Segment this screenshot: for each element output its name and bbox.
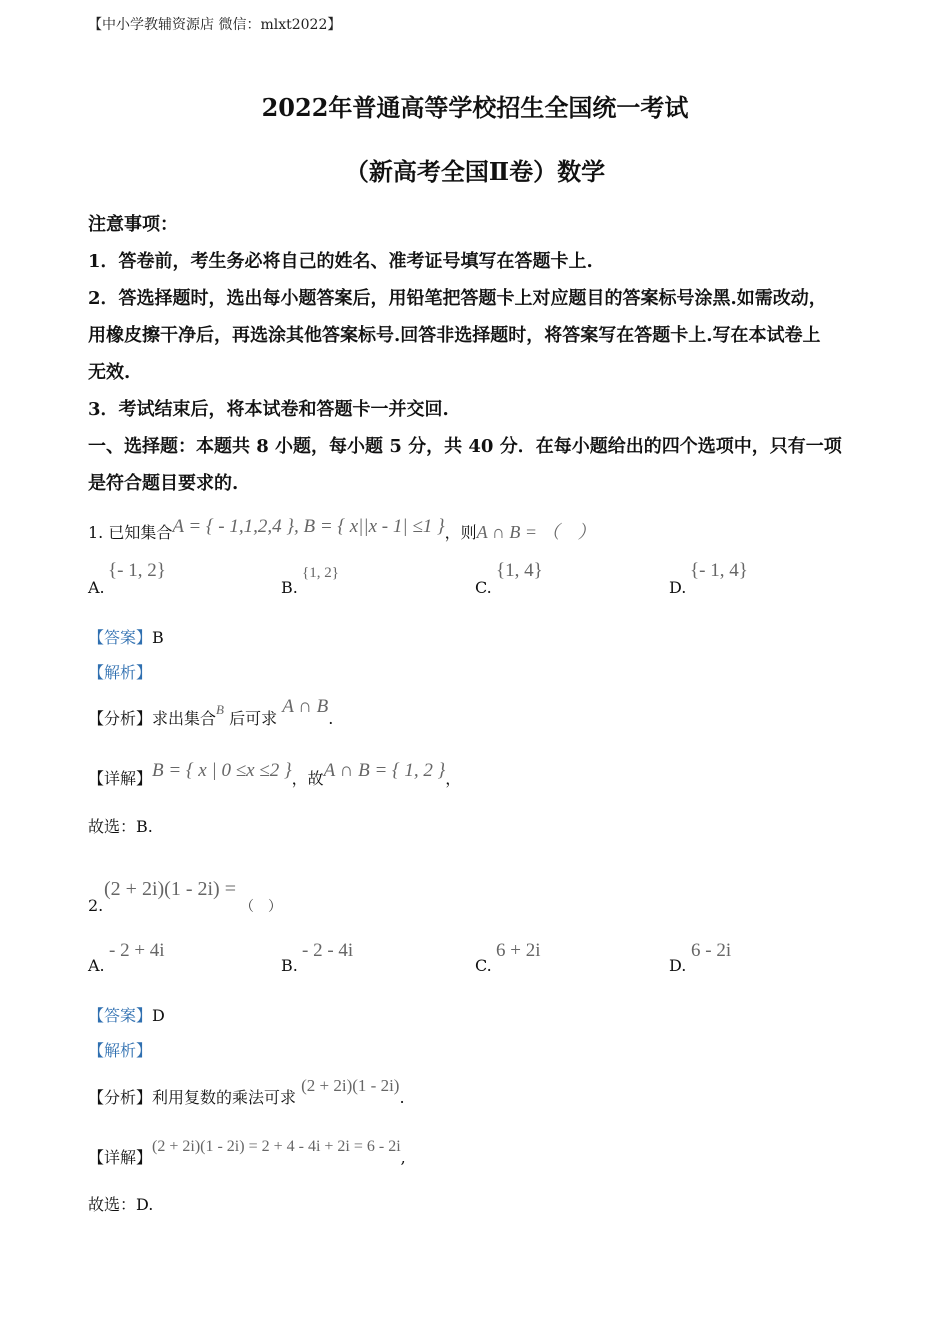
q1-prefix: 1. 已知集合 — [88, 523, 173, 542]
exam-subtitle: （新高考全国Ⅱ卷）数学 — [344, 157, 606, 186]
exam-title: 2022年普通高等学校招生全国统一考试 — [261, 93, 689, 122]
q2-answer — [88, 1003, 165, 1026]
q2-analysis-tag: 【解析】 — [88, 1041, 153, 1060]
q1-option-a-value: {- 1, 2} — [108, 560, 166, 581]
q1-xiangjie — [88, 760, 462, 790]
q1-xiangjie-tag: 【详解】 — [88, 769, 153, 788]
q2-fenxi-tag: 【分析】 — [88, 1088, 153, 1107]
q1-fenxi-text: 求出集合 — [152, 709, 217, 728]
q2-fenxi-text: 利用复数的乘法可求 — [152, 1088, 297, 1107]
question-1-stem — [88, 518, 595, 544]
page-header: 【中小学教辅资源店 微信：mlxt2022】 — [88, 17, 342, 33]
q2-option-c-label: C. — [475, 956, 492, 975]
q2-fenxi-end: . — [399, 1088, 405, 1107]
q2-option-a-value: - 2 + 4i — [109, 940, 165, 961]
q2-xiangjie — [88, 1138, 406, 1168]
q2-xiangjie-tag: 【详解】 — [88, 1148, 153, 1167]
notice-item-2-line-1: 2．答选择题时，选出每小题答案后，用铅笔把答题卡上对应题目的答案标号涂黑.如需改动， — [88, 288, 827, 309]
q1-analysis-tag: 【解析】 — [88, 663, 153, 682]
q1-xiangjie-math2: A ∩ B = { 1, 2 } — [323, 760, 446, 781]
q1-option-d-label: D. — [669, 578, 687, 597]
notice-item-2-line-2: 用橡皮擦干净后，再选涂其他答案标号.回答非选择题时，将答案写在答题卡上.写在本试卷上 — [88, 325, 821, 346]
q2-fenxi — [88, 1076, 405, 1108]
q2-fenxi-math: (2 + 2i)(1 - 2i) — [301, 1076, 400, 1095]
q1-option-d-value: {- 1, 4} — [690, 560, 748, 581]
q1-option-b-value: {1, 2} — [302, 565, 339, 581]
q2-option-c-value: 6 + 2i — [496, 940, 541, 961]
q1-fenxi-text2: 后可求 — [229, 709, 278, 728]
q1-answer-tag: 【答案】 — [88, 628, 153, 647]
q1-option-c-label: C. — [475, 578, 492, 597]
q1-ask: A ∩ B = （ ） — [476, 522, 596, 542]
q1-option-c-value: {1, 4} — [496, 560, 543, 581]
q2-answer-tag: 【答案】 — [88, 1006, 153, 1025]
q2-option-b-label: B. — [281, 956, 298, 975]
q2-answer-value: D — [152, 1006, 165, 1025]
notice-heading: 注意事项： — [88, 214, 178, 235]
q1-xiangjie-mid: ，故 — [291, 769, 324, 788]
notice-item-2-line-3: 无效. — [88, 362, 131, 383]
q2-expression: (2 + 2i)(1 - 2i) = — [104, 878, 236, 900]
q1-fenxi-end: . — [328, 709, 334, 728]
q1-answer — [88, 625, 164, 648]
q1-fenxi-math: A ∩ B — [282, 696, 329, 717]
q1-xiangjie-end: ， — [445, 769, 462, 788]
q1-set-b: , B = { x||x - 1| ≤1 } — [293, 516, 445, 537]
section-heading-line-1: 一、选择题：本题共 8 小题，每小题 5 分，共 40 分．在每小题给出的四个选项中，只有一项 — [88, 436, 842, 457]
q2-paren: （ ） — [240, 899, 282, 915]
q1-fenxi-tag: 【分析】 — [88, 709, 153, 728]
q2-xiangjie-math: (2 + 2i)(1 - 2i) = 2 + 4 - 4i + 2i = 6 - 2i — [152, 1138, 401, 1155]
q1-answer-value: B — [152, 628, 164, 647]
question-2-stem — [88, 896, 103, 915]
q2-number: 2. — [88, 896, 104, 915]
q2-conclusion: 故选：D. — [88, 1195, 154, 1214]
section-heading-line-2: 是符合题目要求的. — [88, 473, 239, 494]
q1-xiangjie-math: B = { x | 0 ≤x ≤2 } — [152, 760, 292, 781]
q1-conclusion: 故选：B. — [88, 817, 153, 836]
q2-option-d-label: D. — [669, 956, 687, 975]
notice-item-1: 1．答卷前，考生务必将自己的姓名、准考证号填写在答题卡上. — [88, 251, 593, 272]
notice-item-3: 3．考试结束后，将本试卷和答题卡一并交回. — [88, 399, 449, 420]
q2-option-b-value: - 2 - 4i — [302, 940, 354, 961]
q2-option-d-value: 6 - 2i — [691, 940, 732, 961]
q2-option-a-label: A. — [88, 956, 105, 975]
q1-suffix: ，则 — [444, 523, 477, 542]
q1-set-a: A = { - 1,1,2,4 } — [172, 516, 294, 537]
q1-option-b-label: B. — [281, 578, 298, 597]
q2-xiangjie-end: , — [400, 1148, 406, 1167]
q1-option-a-label: A. — [88, 578, 105, 597]
q1-fenxi-b: B — [216, 702, 224, 717]
q1-fenxi — [88, 696, 334, 730]
